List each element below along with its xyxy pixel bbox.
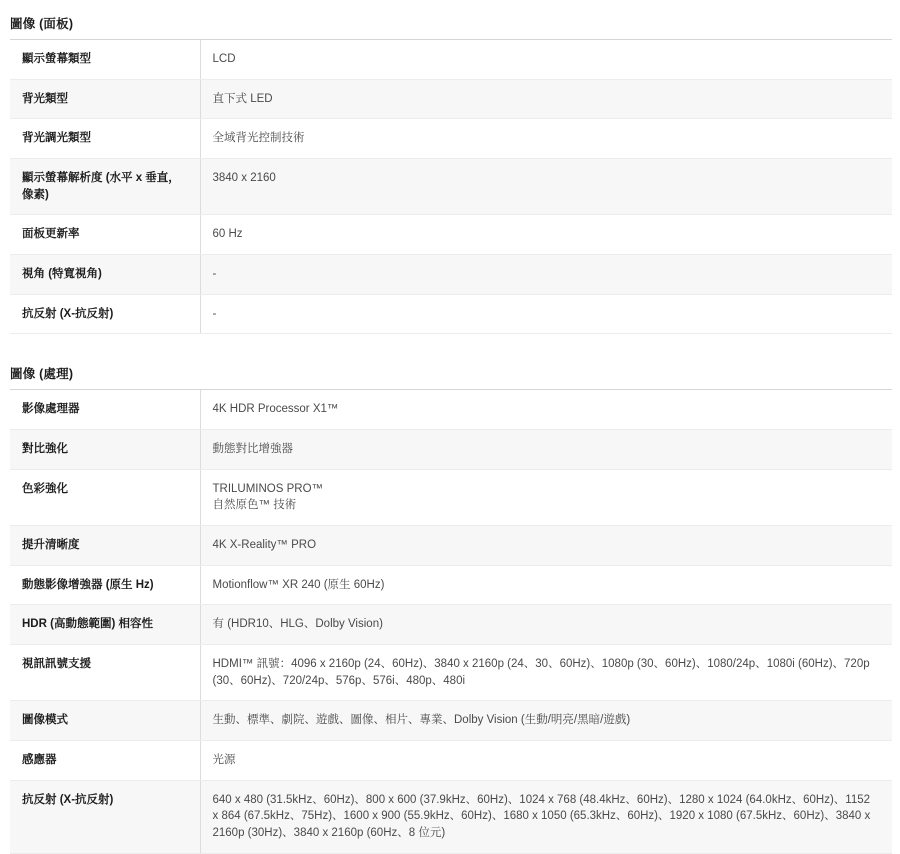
table-row	[10, 605, 892, 645]
table-row	[10, 565, 892, 605]
spec-value	[200, 40, 892, 79]
spec-value-line: 640 x 480 (31.5kHz、60Hz)、800 x 600 (37.9kHz、60Hz)、1024 x 768 (48.4kHz、60Hz)、1280 x 1024 (64.0kHz、60Hz)、1152 x 864 (67.5kHz、75Hz)、1600 x 900 (55.9kHz、60Hz)、1680 x 1050 (65.3kHz、60Hz)、1920 x 1080 (67.5kHz、60Hz)、3840 x 2160p (30Hz)、3840 x 2160p (60Hz、8 位元)	[212, 793, 871, 840]
spec-value	[200, 390, 892, 429]
spec-label: 背光調光類型	[10, 119, 200, 159]
spec-value	[200, 159, 892, 215]
spec-label: 圖像模式	[10, 701, 200, 741]
spec-section-processing	[0, 364, 900, 853]
spec-value	[200, 469, 892, 525]
spec-value-line: 動態對比增強器	[212, 443, 293, 456]
table-row	[10, 469, 892, 525]
spec-value-line: Motionflow™ XR 240 (原生 60Hz)	[212, 578, 385, 591]
spec-value	[200, 255, 892, 295]
section-title-panel: 圖像 (面板)	[10, 17, 74, 31]
table-row	[10, 390, 892, 429]
table-row	[10, 780, 892, 853]
spec-value-line: 3840 x 2160	[212, 172, 276, 185]
table-row	[10, 741, 892, 781]
spec-table-panel	[10, 40, 892, 334]
spec-value	[200, 294, 892, 334]
spec-label: 感應器	[10, 741, 200, 781]
spec-value-line: 4K X-Reality™ PRO	[212, 539, 317, 552]
spec-value-line: 自然原色™ 技術	[212, 499, 297, 512]
spec-label: 影像處理器	[10, 390, 200, 429]
spec-value-line: TRILUMINOS PRO™	[212, 482, 324, 495]
spec-value	[200, 430, 892, 470]
table-row	[10, 255, 892, 295]
spec-value	[200, 215, 892, 255]
table-row	[10, 294, 892, 334]
spec-value-line: HDMI™ 訊號：4096 x 2160p (24、60Hz)、3840 x 2160p (24、30、60Hz)、1080p (30、60Hz)、1080/24p、1080i (60Hz)、720p (30、60Hz)、720/24p、576p、576i、480p、480i	[212, 658, 870, 687]
spec-label: 面板更新率	[10, 215, 200, 255]
spec-value	[200, 565, 892, 605]
spec-label: 顯示螢幕解析度 (水平 x 垂直，像素)	[10, 159, 200, 215]
table-row	[10, 701, 892, 741]
spec-value	[200, 119, 892, 159]
spec-label: HDR (高動態範圍) 相容性	[10, 605, 200, 645]
spec-value	[200, 701, 892, 741]
table-row	[10, 215, 892, 255]
spec-value-line: 60 Hz	[212, 228, 243, 241]
spec-label: 背光類型	[10, 79, 200, 119]
spec-value	[200, 605, 892, 645]
spec-value-line: -	[212, 268, 217, 281]
table-row	[10, 430, 892, 470]
spec-section-panel	[0, 14, 900, 334]
table-row	[10, 40, 892, 79]
table-row	[10, 526, 892, 566]
table-row	[10, 119, 892, 159]
spec-value	[200, 79, 892, 119]
spec-table-processing	[10, 390, 892, 853]
table-row	[10, 645, 892, 701]
table-row	[10, 159, 892, 215]
section-title-processing: 圖像 (處理)	[10, 367, 74, 382]
spec-value-line: 光源	[212, 754, 236, 767]
spec-value-line: 生動、標準、劇院、遊戲、圖像、相片、專業、Dolby Vision (生動/明亮/黑暗/遊戲)	[212, 714, 631, 727]
spec-label: 抗反射 (X-抗反射)	[10, 780, 200, 853]
spec-label: 色彩強化	[10, 469, 200, 525]
spec-label: 提升清晰度	[10, 526, 200, 566]
spec-value-line: 4K HDR Processor X1™	[212, 403, 339, 416]
section-spacer	[0, 334, 900, 364]
spec-value	[200, 645, 892, 701]
spec-label: 視角 (特寬視角)	[10, 255, 200, 295]
spec-value	[200, 526, 892, 566]
spec-label: 動態影像增強器 (原生 Hz)	[10, 565, 200, 605]
spec-value-line: 有 (HDR10、HLG、Dolby Vision)	[212, 618, 383, 631]
spec-value-line: -	[212, 307, 217, 320]
table-row	[10, 79, 892, 119]
spec-value-line: LCD	[212, 53, 236, 65]
spec-value	[200, 780, 892, 853]
spec-value-line: 直下式 LED	[212, 92, 273, 105]
spec-label: 顯示螢幕類型	[10, 40, 200, 79]
spec-value	[200, 741, 892, 781]
spec-label: 視訊訊號支援	[10, 645, 200, 701]
spec-value-line: 全域背光控制技術	[212, 132, 305, 145]
spec-label: 對比強化	[10, 430, 200, 470]
spec-label: 抗反射 (X-抗反射)	[10, 294, 200, 334]
top-spacer	[0, 0, 900, 14]
